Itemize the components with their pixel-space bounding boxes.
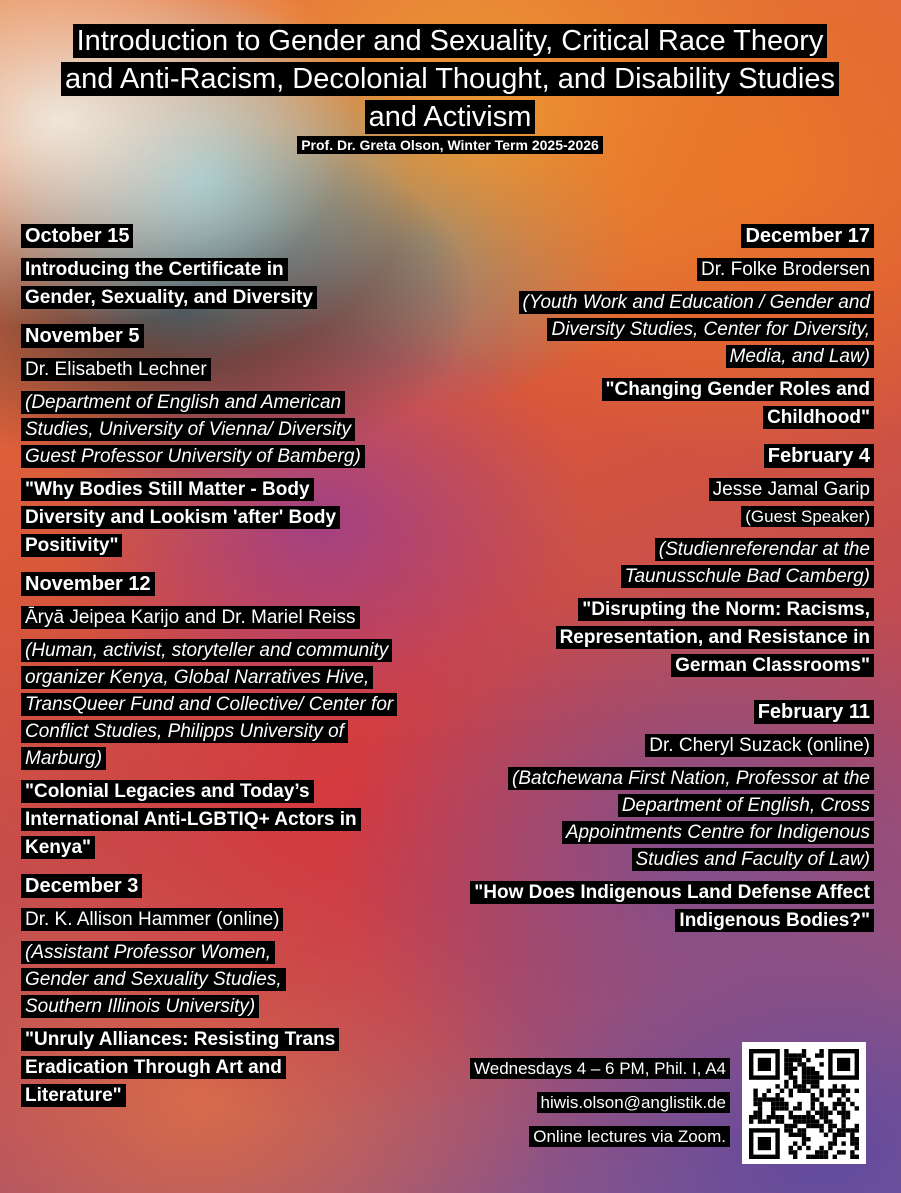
event-november-12 — [21, 570, 421, 862]
event-date: November 5 — [21, 322, 421, 350]
left-column — [21, 222, 421, 1120]
time-place: Wednesdays 4 – 6 PM, Phil. I, A4 — [430, 1056, 730, 1082]
event-date: December 17 — [470, 222, 874, 250]
event-talk-title: "Disrupting the Norm: Racisms, Representation, and Resistance in German Classrooms" — [490, 596, 874, 680]
event-date: February 11 — [470, 698, 874, 726]
qr-code-graphic — [742, 1042, 866, 1164]
event-affiliation: (Youth Work and Education / Gender and Diversity Studies, Center for Diversity, Media, and Law) — [510, 289, 874, 370]
footer-info — [430, 1056, 730, 1158]
event-november-5 — [21, 322, 421, 560]
event-affiliation: (Human, activist, storyteller and community organizer Kenya, Global Narratives Hive, TransQueer Fund and Collective/ Center for Conflict Studies, Philipps University of Marburg) — [21, 637, 416, 772]
event-affiliation: (Assistant Professor Women, Gender and Sexuality Studies, Southern Illinois University) — [21, 939, 331, 1020]
online-note: Online lectures via Zoom. — [430, 1124, 730, 1150]
event-date: December 3 — [21, 872, 421, 900]
event-talk-title: "Unruly Alliances: Resisting Trans Eradication Through Art and Literature" — [21, 1026, 381, 1110]
event-talk-title: "How Does Indigenous Land Defense Affect Indigenous Bodies?" — [470, 879, 874, 935]
event-date: February 4 — [470, 442, 874, 470]
event-affiliation: (Batchewana First Nation, Professor at the Department of English, Cross Appointments Centre for Indigenous Studies and Faculty of Law) — [505, 765, 874, 873]
poster-header — [60, 22, 840, 154]
event-date: November 12 — [21, 570, 421, 598]
right-column — [470, 222, 874, 945]
event-february-4 — [470, 442, 874, 680]
event-speaker: Dr. K. Allison Hammer (online) — [21, 906, 421, 933]
event-talk-title: "Changing Gender Roles and Childhood" — [560, 376, 874, 432]
poster-subtitle: Prof. Dr. Greta Olson, Winter Term 2025-2026 — [60, 136, 840, 154]
event-speaker-note: (Guest Speaker) — [470, 503, 874, 530]
event-speaker: Āryā Jeipea Karijo and Dr. Mariel Reiss — [21, 604, 421, 631]
event-december-17 — [470, 222, 874, 432]
event-speaker: Dr. Elisabeth Lechner — [21, 356, 421, 383]
event-speaker: Jesse Jamal Garip — [470, 476, 874, 503]
qr-code-icon[interactable] — [742, 1042, 866, 1164]
event-affiliation: (Department of English and American Studies, University of Vienna/ Diversity Guest Professor University of Bamberg) — [21, 389, 366, 470]
event-topic: Introducing the Certificate in Gender, Sexuality, and Diversity — [21, 256, 341, 312]
event-february-11 — [470, 698, 874, 935]
contact-email[interactable]: hiwis.olson@anglistik.de — [430, 1090, 730, 1116]
event-affiliation: (Studienreferendar at the Taunusschule Bad Camberg) — [570, 536, 874, 590]
event-talk-title: "Why Bodies Still Matter - Body Diversity and Lookism 'after' Body Positivity" — [21, 476, 386, 560]
event-speaker: Dr. Cheryl Suzack (online) — [470, 732, 874, 759]
event-december-3 — [21, 872, 421, 1110]
event-speaker: Dr. Folke Brodersen — [470, 256, 874, 283]
event-talk-title: "Colonial Legacies and Today’s International Anti-LGBTIQ+ Actors in Kenya" — [21, 778, 411, 862]
event-october-15 — [21, 222, 421, 312]
event-date: October 15 — [21, 222, 421, 250]
poster-title: Introduction to Gender and Sexuality, Critical Race Theory and Anti-Racism, Decolonial Thought, and Disability Studies and Activism — [60, 22, 840, 136]
